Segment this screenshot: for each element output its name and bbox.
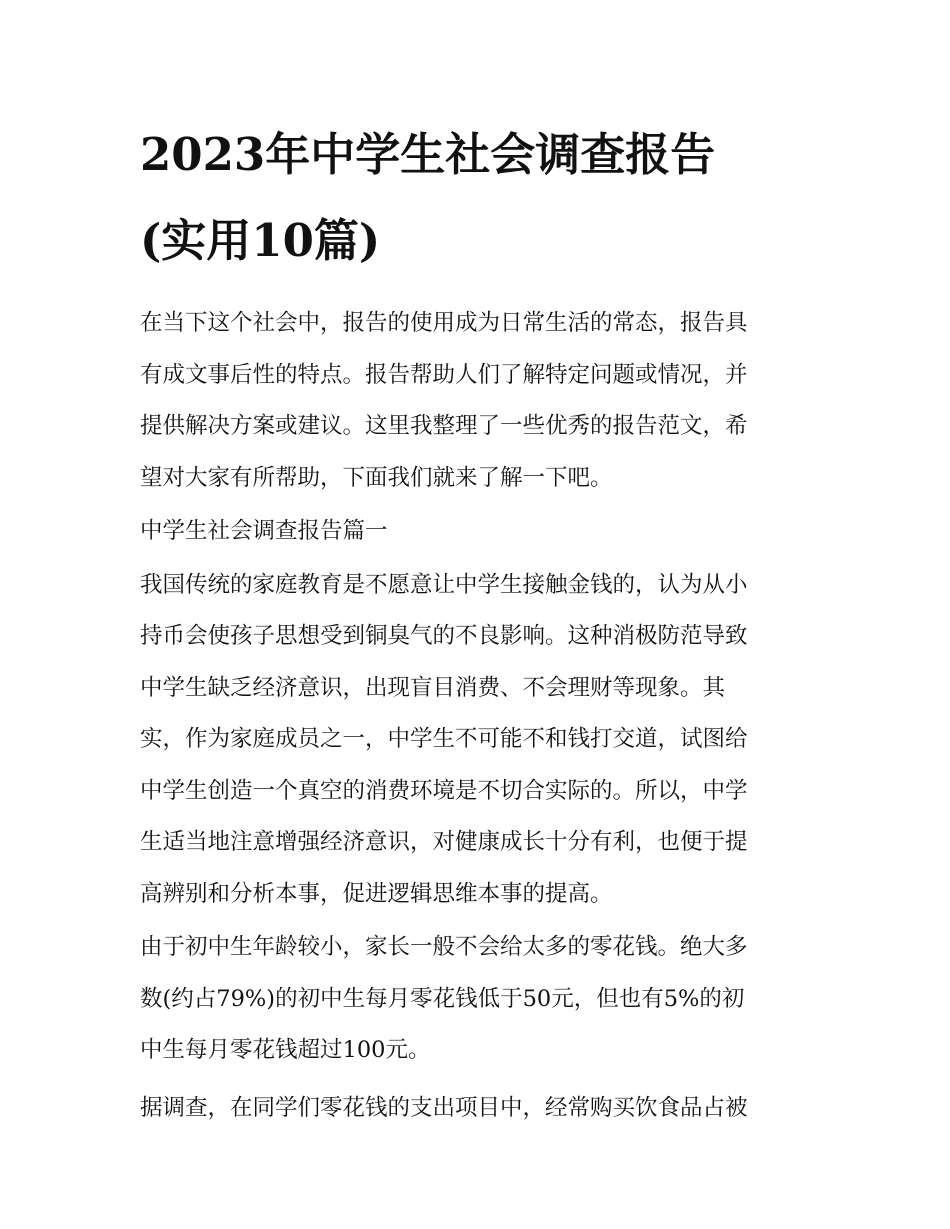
text-line: 持币会使孩子思想受到铜臭气的不良影响。这种消极防范导致 xyxy=(140,623,748,649)
section-heading-text: 中学生社会调查报告篇一 xyxy=(140,518,388,544)
intro-paragraph xyxy=(140,298,820,504)
body-paragraph xyxy=(140,922,820,1077)
text-line: 数(约占79%)的初中生每月零花钱低于50元，但也有5%的初 xyxy=(140,985,745,1012)
text-line: 提供解决方案或建议。这里我整理了一些优秀的报告范文，希 xyxy=(140,413,748,439)
body-paragraph xyxy=(140,560,820,921)
text-line: 生适当地注意增强经济意识，对健康成长十分有利，也便于提 xyxy=(140,829,748,855)
title-line: (实用10篇) xyxy=(140,214,381,267)
text-line: 我国传统的家庭教育是不愿意让中学生接触金钱的，认为从小 xyxy=(140,571,748,598)
text-line: 实，作为家庭成员之一，中学生不可能不和钱打交道，试图给 xyxy=(140,726,748,752)
text-line: 据调查，在同学们零花钱的支出项目中，经常购买饮食品占被 xyxy=(140,1094,748,1121)
text-line: 望对大家有所帮助，下面我们就来了解一下吧。 xyxy=(140,464,613,491)
title-line: 2023年中学生社会调查报告 xyxy=(140,128,716,181)
section-heading xyxy=(140,506,820,558)
text-line: 中学生创造一个真空的消费环境是不切合实际的。所以，中学 xyxy=(140,777,748,804)
text-line: 有成文事后性的特点。报告帮助人们了解特定问题或情况，并 xyxy=(140,361,748,388)
text-line: 在当下这个社会中，报告的使用成为日常生活的常态，报告具 xyxy=(140,310,748,336)
document-page xyxy=(140,112,820,1134)
text-line: 中生每月零花钱超过100元。 xyxy=(140,1037,431,1063)
document-title xyxy=(140,112,820,284)
body-paragraph xyxy=(140,1083,820,1135)
text-line: 由于初中生年龄较小，家长一般不会给太多的零花钱。绝大多 xyxy=(140,934,748,960)
text-line: 中学生缺乏经济意识，出现盲目消费、不会理财等现象。其 xyxy=(140,674,726,701)
text-line: 高辨别和分析本事，促进逻辑思维本事的提高。 xyxy=(140,880,613,907)
